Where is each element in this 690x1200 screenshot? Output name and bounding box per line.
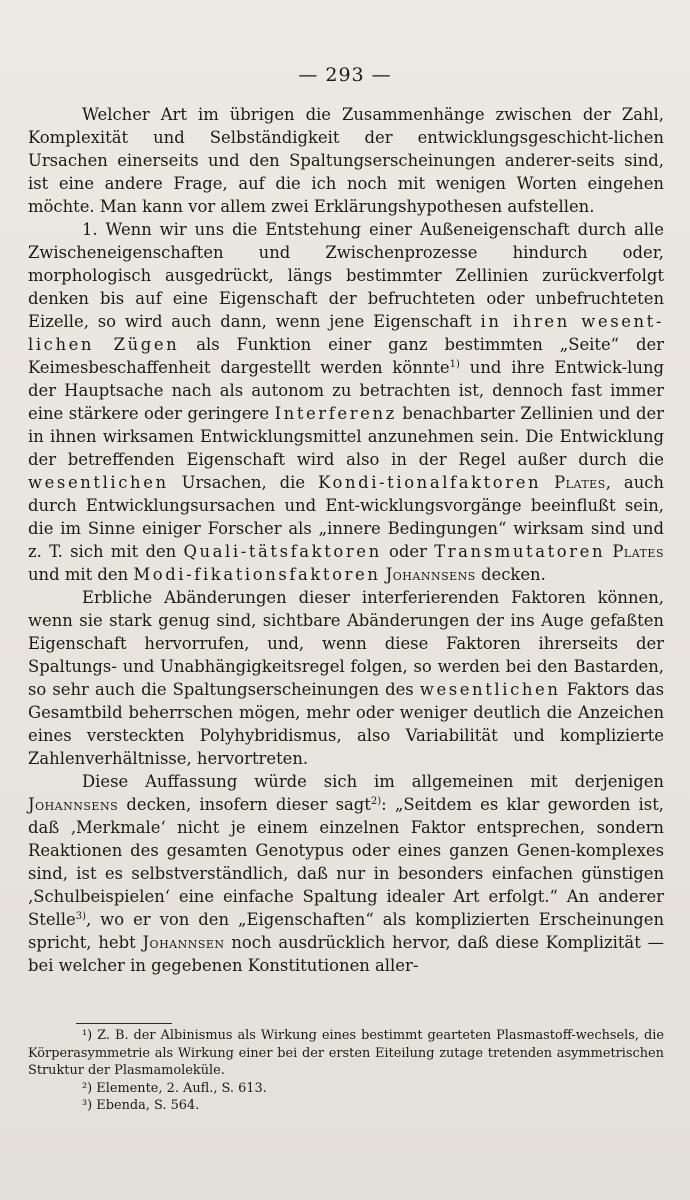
text-run: noch ausdrücklich hervor, daß diese Komplizität — bei welcher in gegebenen Konstitutionen aller-: [28, 933, 664, 975]
text-run: Diese Auffassung würde sich im allgemeinen mit derjenigen: [82, 772, 664, 791]
text-run: als Funktion einer ganz bestimmten „Seite“ der Keimesbeschaffenheit dargestellt werden könnte: [28, 335, 664, 377]
footnote-3: ³) Ebenda, S. 564.: [82, 1098, 200, 1113]
spaced-emphasis: Quali-tätsfaktoren: [183, 542, 382, 561]
spaced-emphasis: wesentlichen: [419, 680, 561, 699]
spaced-emphasis: wesentlichen: [28, 473, 169, 492]
text-run: oder: [381, 542, 435, 561]
author-name: Johannsen: [142, 933, 225, 952]
page-number: — 293 —: [298, 64, 392, 86]
text-run: Ursachen, die: [168, 473, 319, 492]
spaced-emphasis: Modi-fikationsfaktoren: [133, 565, 381, 584]
spaced-emphasis: Interferenz: [274, 404, 397, 423]
footnote-ref-2: 2): [370, 796, 382, 807]
text-run: benachbarter Zellinien und der in ihnen wirksamen Entwicklungsmittel anzunehmen sein. Die Entwicklung der betreffenden Eigenschaft wird also in der Regel außer durch die: [28, 404, 664, 469]
author-name: Plates: [554, 473, 606, 492]
text-run: , auch durch Entwicklungsursachen und Ent-wicklungsvorgänge beeinflußt sein, die im Sinne einiger Forscher als „innere Bedingungen“ wirksam sind und z. T. sich mit den: [28, 473, 664, 561]
footnote-1: ¹) Z. B. der Albinismus als Wirkung eines bestimmt gearteten Plasmastoff-wechsels, die Körperasymmetrie als Wirkung einer bei der ersten Eiteilung zutage tretenden asymmetrischen Struktur der Plasmamoleküle.: [28, 1028, 664, 1078]
paragraph-2: [28, 218, 664, 586]
main-text: [28, 103, 664, 977]
spaced-emphasis: Kondi-tionalfaktoren: [318, 473, 542, 492]
spaced-emphasis: Transmutatoren: [434, 542, 606, 561]
text-run: Erbliche Abänderungen dieser interferierenden Faktoren können, wenn sie stark genug sind, sichtbare Abänderungen der ins Auge gefaßten Eigenschaft hervorrufen, und, wenn diese Faktoren ihrerseits der Spaltungs- und Unabhängigkeitsregel folgen, so werden bei den Bastarden, so sehr auch die Spaltungserscheinungen des: [28, 588, 664, 699]
author-name: Johannsens: [385, 565, 476, 584]
footnote-ref-1: 1): [449, 359, 460, 370]
text-run: : „Seitdem es klar geworden ist, daß ‚Merkmale‘ nicht je einem einzelnen Faktor entsprechen, sondern Reaktionen des gesamten Genotypus oder eines ganzen Genen-komplexes sind, ist es selbstverständlich, daß nur in besonders einfachen günstigen ‚Schulbeispielen‘ eine einfache Spaltung idealer Art erfolgt.“ An anderer Stelle: [28, 795, 664, 929]
text-run: 1. Wenn wir uns die Entstehung einer Außeneigenschaft durch alle Zwischeneigenschaften und Zwischenprozesse hindurch oder, morphologisch ausgedrückt, längs bestimmter Zellinien zurückverfolgt denken bis auf eine Eigenschaft der befruchteten oder unbefruchteten Eizelle, so wird auch dann, wenn jene Eigenschaft: [28, 220, 664, 331]
paragraph-1: Welcher Art im übrigen die Zusammenhänge zwischen der Zahl, Komplexität und Selbständigkeit der entwicklungsgeschicht-lichen Ursachen einerseits und den Spaltungserscheinungen anderer-seits sind, ist eine andere Frage, auf die ich noch mit wenigen Worten eingehen möchte. Man kann vor allem zwei Erklärungshypothesen aufstellen.: [28, 105, 664, 216]
footnote-ref-3: 3): [75, 911, 86, 922]
author-name: Johannsens: [28, 795, 119, 814]
footnotes: [28, 1027, 664, 1115]
spaced-emphasis: in ihren wesent-lichen Zügen: [28, 312, 665, 354]
text-run: Faktors das Gesamtbild beherrschen mögen, mehr oder weniger deutlich die Anzeichen eines versteckten Polyhybridismus, also Variabilität und komplizierte Zahlenverhältnisse, hervortreten.: [28, 680, 665, 768]
text-run: und mit den: [28, 565, 134, 584]
paragraph-3: [28, 586, 664, 770]
text-run: , wo er von den „Eigenschaften“ als komplizierten Erscheinungen spricht, hebt: [28, 910, 664, 952]
text-run: decken, insofern dieser sagt: [118, 795, 371, 814]
text-run: und ihre Entwick-lung der Hauptsache nach als autonom zu betrachten ist, dennoch fast immer eine stärkere oder geringere: [28, 358, 664, 423]
paragraph-4: [28, 770, 664, 977]
footnote-2: ²) Elemente, 2. Aufl., S. 613.: [82, 1080, 267, 1096]
footnote-divider: [76, 1023, 172, 1024]
author-name: Plates: [612, 542, 664, 561]
text-run: decken.: [475, 565, 546, 584]
